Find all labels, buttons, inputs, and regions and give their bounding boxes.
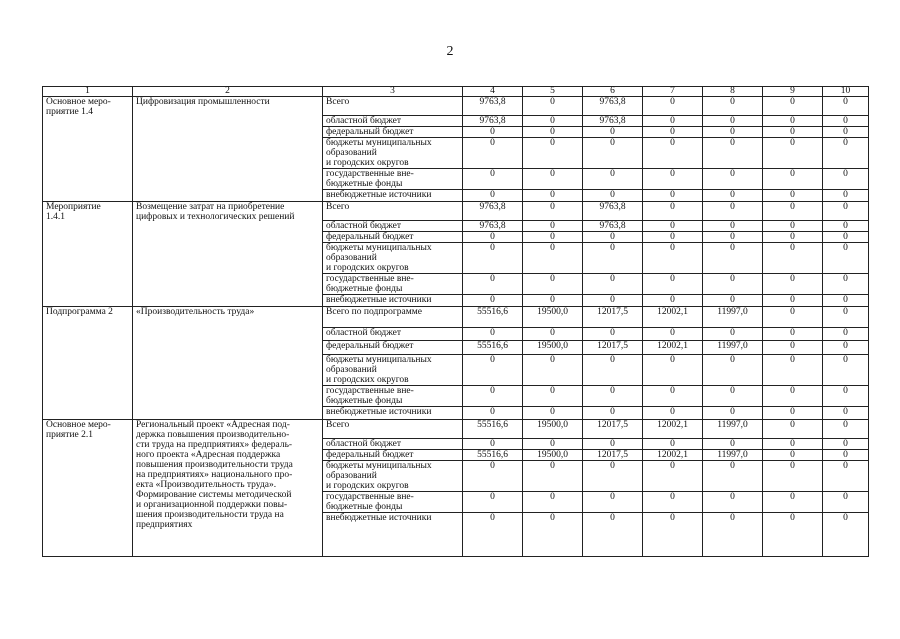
amount-cell: 0 <box>463 138 523 169</box>
amount-cell: 0 <box>643 407 703 420</box>
amount-cell: 19500,0 <box>523 307 583 328</box>
amount-cell: 0 <box>463 386 523 407</box>
amount-cell: 0 <box>463 355 523 386</box>
program-name-line: «Производительность труда» <box>136 307 255 317</box>
amount-cell: 19500,0 <box>523 341 583 355</box>
amount-cell: 0 <box>463 439 523 450</box>
column-header: 2 <box>133 87 323 97</box>
amount-cell: 0 <box>523 243 583 274</box>
amount-cell: 0 <box>823 307 869 328</box>
amount-cell: 0 <box>703 202 763 221</box>
funding-source-cell <box>323 420 463 439</box>
amount-cell: 19500,0 <box>523 450 583 461</box>
funding-source-line: государственные вне- <box>326 274 414 284</box>
amount-cell: 0 <box>463 328 523 341</box>
amount-cell: 0 <box>523 127 583 138</box>
table-row <box>43 97 869 116</box>
program-name-line: и организационной поддержки повы- <box>136 500 288 510</box>
amount-cell: 9763,8 <box>583 97 643 116</box>
amount-cell: 0 <box>703 221 763 232</box>
amount-cell: 0 <box>643 328 703 341</box>
amount-cell: 0 <box>583 439 643 450</box>
amount-cell: 12002,1 <box>643 420 703 439</box>
funding-source-cell <box>323 341 463 355</box>
amount-cell: 0 <box>703 243 763 274</box>
amount-cell: 0 <box>823 221 869 232</box>
funding-source-line: образований <box>326 148 377 158</box>
column-header: 6 <box>583 87 643 97</box>
amount-cell: 55516,6 <box>463 341 523 355</box>
amount-cell: 0 <box>703 439 763 450</box>
amount-cell: 0 <box>643 355 703 386</box>
funding-source-cell <box>323 97 463 116</box>
amount-cell: 0 <box>643 295 703 307</box>
funding-source-cell <box>323 492 463 513</box>
funding-source-line: Всего по подпрограмме <box>326 307 422 317</box>
amount-cell: 9763,8 <box>463 97 523 116</box>
amount-cell: 0 <box>523 407 583 420</box>
program-code-cell <box>43 307 133 420</box>
amount-cell: 12002,1 <box>643 307 703 328</box>
amount-cell: 0 <box>463 232 523 243</box>
program-name-cell <box>133 307 323 420</box>
amount-cell: 0 <box>763 328 823 341</box>
amount-cell: 9763,8 <box>463 116 523 127</box>
amount-cell: 0 <box>643 116 703 127</box>
amount-cell: 0 <box>763 169 823 190</box>
table-row <box>43 420 869 439</box>
funding-source-cell <box>323 461 463 492</box>
amount-cell: 0 <box>523 513 583 557</box>
table-row <box>43 202 869 221</box>
amount-cell: 0 <box>583 407 643 420</box>
amount-cell: 0 <box>763 407 823 420</box>
amount-cell: 55516,6 <box>463 450 523 461</box>
program-name-line: Региональный проект «Адресная под- <box>136 420 290 430</box>
funding-source-cell <box>323 295 463 307</box>
amount-cell: 0 <box>523 328 583 341</box>
amount-cell: 0 <box>523 295 583 307</box>
funding-source-line: федеральный бюджет <box>326 127 414 137</box>
amount-cell: 0 <box>703 274 763 295</box>
funding-source-line: внебюджетные источники <box>326 190 432 200</box>
amount-cell: 0 <box>643 386 703 407</box>
amount-cell: 0 <box>763 221 823 232</box>
amount-cell: 0 <box>643 138 703 169</box>
column-header: 7 <box>643 87 703 97</box>
table-row <box>43 307 869 328</box>
program-name-line: шения производительности труда на <box>136 510 284 520</box>
amount-cell: 0 <box>703 492 763 513</box>
funding-source-line: Всего <box>326 97 350 107</box>
amount-cell: 0 <box>523 461 583 492</box>
amount-cell: 12017,5 <box>583 341 643 355</box>
amount-cell: 0 <box>523 202 583 221</box>
funding-source-line: бюджетные фонды <box>326 179 403 189</box>
column-header: 9 <box>763 87 823 97</box>
amount-cell: 0 <box>583 355 643 386</box>
amount-cell: 9763,8 <box>583 116 643 127</box>
amount-cell: 11997,0 <box>703 420 763 439</box>
amount-cell: 0 <box>763 307 823 328</box>
amount-cell: 0 <box>823 386 869 407</box>
amount-cell: 0 <box>823 407 869 420</box>
amount-cell: 0 <box>463 407 523 420</box>
program-code-line: Основное меро- <box>46 420 111 430</box>
program-name-line: цифровых и технологических решений <box>136 212 295 222</box>
amount-cell: 0 <box>703 328 763 341</box>
funding-source-cell <box>323 243 463 274</box>
amount-cell: 0 <box>463 243 523 274</box>
amount-cell: 0 <box>763 439 823 450</box>
funding-source-line: и городских округов <box>326 158 409 168</box>
amount-cell: 0 <box>823 295 869 307</box>
amount-cell: 12002,1 <box>643 341 703 355</box>
funding-source-line: областной бюджет <box>326 116 402 126</box>
budget-table <box>42 86 869 557</box>
amount-cell: 0 <box>763 492 823 513</box>
funding-source-line: областной бюджет <box>326 439 402 449</box>
amount-cell: 0 <box>823 190 869 202</box>
amount-cell: 0 <box>643 127 703 138</box>
amount-cell: 0 <box>763 190 823 202</box>
funding-source-cell <box>323 513 463 557</box>
amount-cell: 9763,8 <box>463 202 523 221</box>
amount-cell: 0 <box>703 386 763 407</box>
amount-cell: 19500,0 <box>523 420 583 439</box>
funding-source-cell <box>323 202 463 221</box>
funding-source-line: государственные вне- <box>326 169 414 179</box>
amount-cell: 0 <box>523 232 583 243</box>
funding-source-line: внебюджетные источники <box>326 513 432 523</box>
amount-cell: 0 <box>523 439 583 450</box>
funding-source-line: бюджеты муниципальных <box>326 138 432 148</box>
column-header: 10 <box>823 87 869 97</box>
amount-cell: 0 <box>583 127 643 138</box>
amount-cell: 0 <box>643 243 703 274</box>
amount-cell: 0 <box>763 355 823 386</box>
amount-cell: 0 <box>463 190 523 202</box>
program-name-line: Возмещение затрат на приобретение <box>136 202 285 212</box>
amount-cell: 0 <box>523 116 583 127</box>
program-name-line: сти труда на предприятиях» федераль- <box>136 440 293 450</box>
amount-cell: 0 <box>523 386 583 407</box>
amount-cell: 12017,5 <box>583 450 643 461</box>
amount-cell: 9763,8 <box>583 202 643 221</box>
funding-source-line: бюджетные фонды <box>326 502 403 512</box>
amount-cell: 0 <box>643 190 703 202</box>
amount-cell: 0 <box>703 97 763 116</box>
amount-cell: 0 <box>643 274 703 295</box>
amount-cell: 0 <box>703 190 763 202</box>
amount-cell: 0 <box>763 386 823 407</box>
amount-cell: 0 <box>823 116 869 127</box>
amount-cell: 0 <box>763 420 823 439</box>
funding-source-line: областной бюджет <box>326 328 402 338</box>
funding-source-cell <box>323 232 463 243</box>
funding-source-cell <box>323 274 463 295</box>
program-name-line: предприятиях <box>136 520 193 530</box>
amount-cell: 0 <box>763 202 823 221</box>
amount-cell: 0 <box>763 274 823 295</box>
amount-cell: 0 <box>823 202 869 221</box>
amount-cell: 0 <box>763 232 823 243</box>
amount-cell: 0 <box>523 355 583 386</box>
amount-cell: 55516,6 <box>463 307 523 328</box>
amount-cell: 0 <box>583 295 643 307</box>
amount-cell: 0 <box>643 97 703 116</box>
program-name-line: екта «Производительность труда». <box>136 480 277 490</box>
funding-source-line: образований <box>326 471 377 481</box>
column-header: 4 <box>463 87 523 97</box>
amount-cell: 0 <box>643 492 703 513</box>
amount-cell: 0 <box>523 169 583 190</box>
amount-cell: 12017,5 <box>583 420 643 439</box>
funding-source-line: и городских округов <box>326 481 409 491</box>
amount-cell: 0 <box>583 461 643 492</box>
amount-cell: 0 <box>703 355 763 386</box>
amount-cell: 0 <box>463 127 523 138</box>
amount-cell: 0 <box>823 169 869 190</box>
amount-cell: 11997,0 <box>703 450 763 461</box>
funding-source-line: образований <box>326 253 377 263</box>
amount-cell: 0 <box>463 492 523 513</box>
amount-cell: 0 <box>823 138 869 169</box>
amount-cell: 0 <box>763 127 823 138</box>
amount-cell: 0 <box>823 492 869 513</box>
amount-cell: 0 <box>643 513 703 557</box>
amount-cell: 0 <box>703 116 763 127</box>
funding-source-line: образований <box>326 365 377 375</box>
amount-cell: 0 <box>643 439 703 450</box>
program-name-line: ного проекта «Адресная поддержка <box>136 450 281 460</box>
header-row <box>43 87 869 97</box>
funding-source-line: бюджетные фонды <box>326 396 403 406</box>
funding-source-line: бюджетные фонды <box>326 284 403 294</box>
funding-source-line: государственные вне- <box>326 386 414 396</box>
funding-source-cell <box>323 307 463 328</box>
amount-cell: 0 <box>583 138 643 169</box>
funding-source-cell <box>323 450 463 461</box>
funding-source-line: Всего <box>326 202 350 212</box>
amount-cell: 0 <box>703 461 763 492</box>
amount-cell: 0 <box>823 450 869 461</box>
funding-source-cell <box>323 190 463 202</box>
amount-cell: 0 <box>463 295 523 307</box>
amount-cell: 9763,8 <box>583 221 643 232</box>
amount-cell: 0 <box>703 169 763 190</box>
program-code-line: Основное меро- <box>46 97 111 107</box>
program-code-line: Подпрограмма 2 <box>46 307 113 317</box>
funding-source-cell <box>323 439 463 450</box>
amount-cell: 0 <box>583 513 643 557</box>
amount-cell: 0 <box>463 513 523 557</box>
amount-cell: 0 <box>583 274 643 295</box>
amount-cell: 12017,5 <box>583 307 643 328</box>
program-code-cell <box>43 202 133 307</box>
funding-source-line: государственные вне- <box>326 492 414 502</box>
funding-source-cell <box>323 116 463 127</box>
program-name-line: повышения производительности труда <box>136 460 293 470</box>
amount-cell: 0 <box>463 169 523 190</box>
program-code-line: 1.4.1 <box>46 212 65 222</box>
amount-cell: 0 <box>763 116 823 127</box>
amount-cell: 0 <box>583 169 643 190</box>
amount-cell: 0 <box>823 274 869 295</box>
amount-cell: 0 <box>763 243 823 274</box>
funding-source-line: бюджеты муниципальных <box>326 243 432 253</box>
amount-cell: 0 <box>763 295 823 307</box>
funding-source-line: федеральный бюджет <box>326 341 414 351</box>
amount-cell: 0 <box>523 138 583 169</box>
amount-cell: 0 <box>763 461 823 492</box>
program-code-line: приятие 2.1 <box>46 430 93 440</box>
amount-cell: 55516,6 <box>463 420 523 439</box>
funding-source-line: областной бюджет <box>326 221 402 231</box>
amount-cell: 0 <box>763 97 823 116</box>
amount-cell: 0 <box>823 420 869 439</box>
program-code-line: Мероприятие <box>46 202 101 212</box>
amount-cell: 0 <box>643 221 703 232</box>
amount-cell: 0 <box>703 513 763 557</box>
amount-cell: 0 <box>763 450 823 461</box>
amount-cell: 0 <box>823 232 869 243</box>
amount-cell: 0 <box>583 232 643 243</box>
column-header: 8 <box>703 87 763 97</box>
funding-source-cell <box>323 221 463 232</box>
column-header: 5 <box>523 87 583 97</box>
amount-cell: 0 <box>523 221 583 232</box>
amount-cell: 0 <box>703 138 763 169</box>
amount-cell: 0 <box>643 202 703 221</box>
funding-source-line: федеральный бюджет <box>326 232 414 242</box>
program-name-cell <box>133 420 323 557</box>
funding-source-cell <box>323 328 463 341</box>
funding-source-line: внебюджетные источники <box>326 295 432 305</box>
amount-cell: 0 <box>523 97 583 116</box>
program-code-cell <box>43 420 133 557</box>
funding-source-line: внебюджетные источники <box>326 407 432 417</box>
amount-cell: 0 <box>583 190 643 202</box>
amount-cell: 0 <box>643 169 703 190</box>
funding-source-line: бюджеты муниципальных <box>326 461 432 471</box>
program-name-line: на предприятиях» национального про- <box>136 470 293 480</box>
amount-cell: 0 <box>583 243 643 274</box>
column-header: 3 <box>323 87 463 97</box>
program-name-line: Цифровизация промышленности <box>136 97 270 107</box>
program-name-cell <box>133 97 323 202</box>
funding-source-cell <box>323 127 463 138</box>
amount-cell: 0 <box>823 355 869 386</box>
funding-source-line: и городских округов <box>326 263 409 273</box>
amount-cell: 12002,1 <box>643 450 703 461</box>
amount-cell: 0 <box>823 513 869 557</box>
program-code-cell <box>43 97 133 202</box>
amount-cell: 0 <box>643 232 703 243</box>
amount-cell: 0 <box>463 461 523 492</box>
funding-source-cell <box>323 169 463 190</box>
amount-cell: 0 <box>523 492 583 513</box>
funding-source-cell <box>323 386 463 407</box>
amount-cell: 0 <box>703 407 763 420</box>
amount-cell: 0 <box>823 127 869 138</box>
funding-source-line: и городских округов <box>326 375 409 385</box>
amount-cell: 0 <box>583 328 643 341</box>
amount-cell: 0 <box>823 243 869 274</box>
amount-cell: 0 <box>643 461 703 492</box>
amount-cell: 0 <box>583 492 643 513</box>
program-name-cell <box>133 202 323 307</box>
amount-cell: 0 <box>823 341 869 355</box>
funding-source-line: Всего <box>326 420 350 430</box>
funding-source-cell <box>323 138 463 169</box>
amount-cell: 0 <box>703 295 763 307</box>
amount-cell: 0 <box>463 274 523 295</box>
amount-cell: 0 <box>823 439 869 450</box>
amount-cell: 0 <box>703 232 763 243</box>
funding-source-line: федеральный бюджет <box>326 450 414 460</box>
page-number: 2 <box>446 44 454 59</box>
column-header: 1 <box>43 87 133 97</box>
amount-cell: 9763,8 <box>463 221 523 232</box>
funding-source-cell <box>323 355 463 386</box>
amount-cell: 0 <box>763 138 823 169</box>
funding-source-cell <box>323 407 463 420</box>
amount-cell: 0 <box>583 386 643 407</box>
amount-cell: 0 <box>523 274 583 295</box>
amount-cell: 0 <box>703 127 763 138</box>
amount-cell: 0 <box>823 461 869 492</box>
amount-cell: 0 <box>823 97 869 116</box>
program-name-line: держка повышения производительно- <box>136 430 290 440</box>
program-code-line: приятие 1.4 <box>46 107 93 117</box>
amount-cell: 0 <box>763 513 823 557</box>
amount-cell: 11997,0 <box>703 341 763 355</box>
amount-cell: 0 <box>823 328 869 341</box>
program-name-line: Формирование системы методической <box>136 490 292 500</box>
funding-source-line: бюджеты муниципальных <box>326 355 432 365</box>
amount-cell: 11997,0 <box>703 307 763 328</box>
amount-cell: 0 <box>763 341 823 355</box>
amount-cell: 0 <box>523 190 583 202</box>
